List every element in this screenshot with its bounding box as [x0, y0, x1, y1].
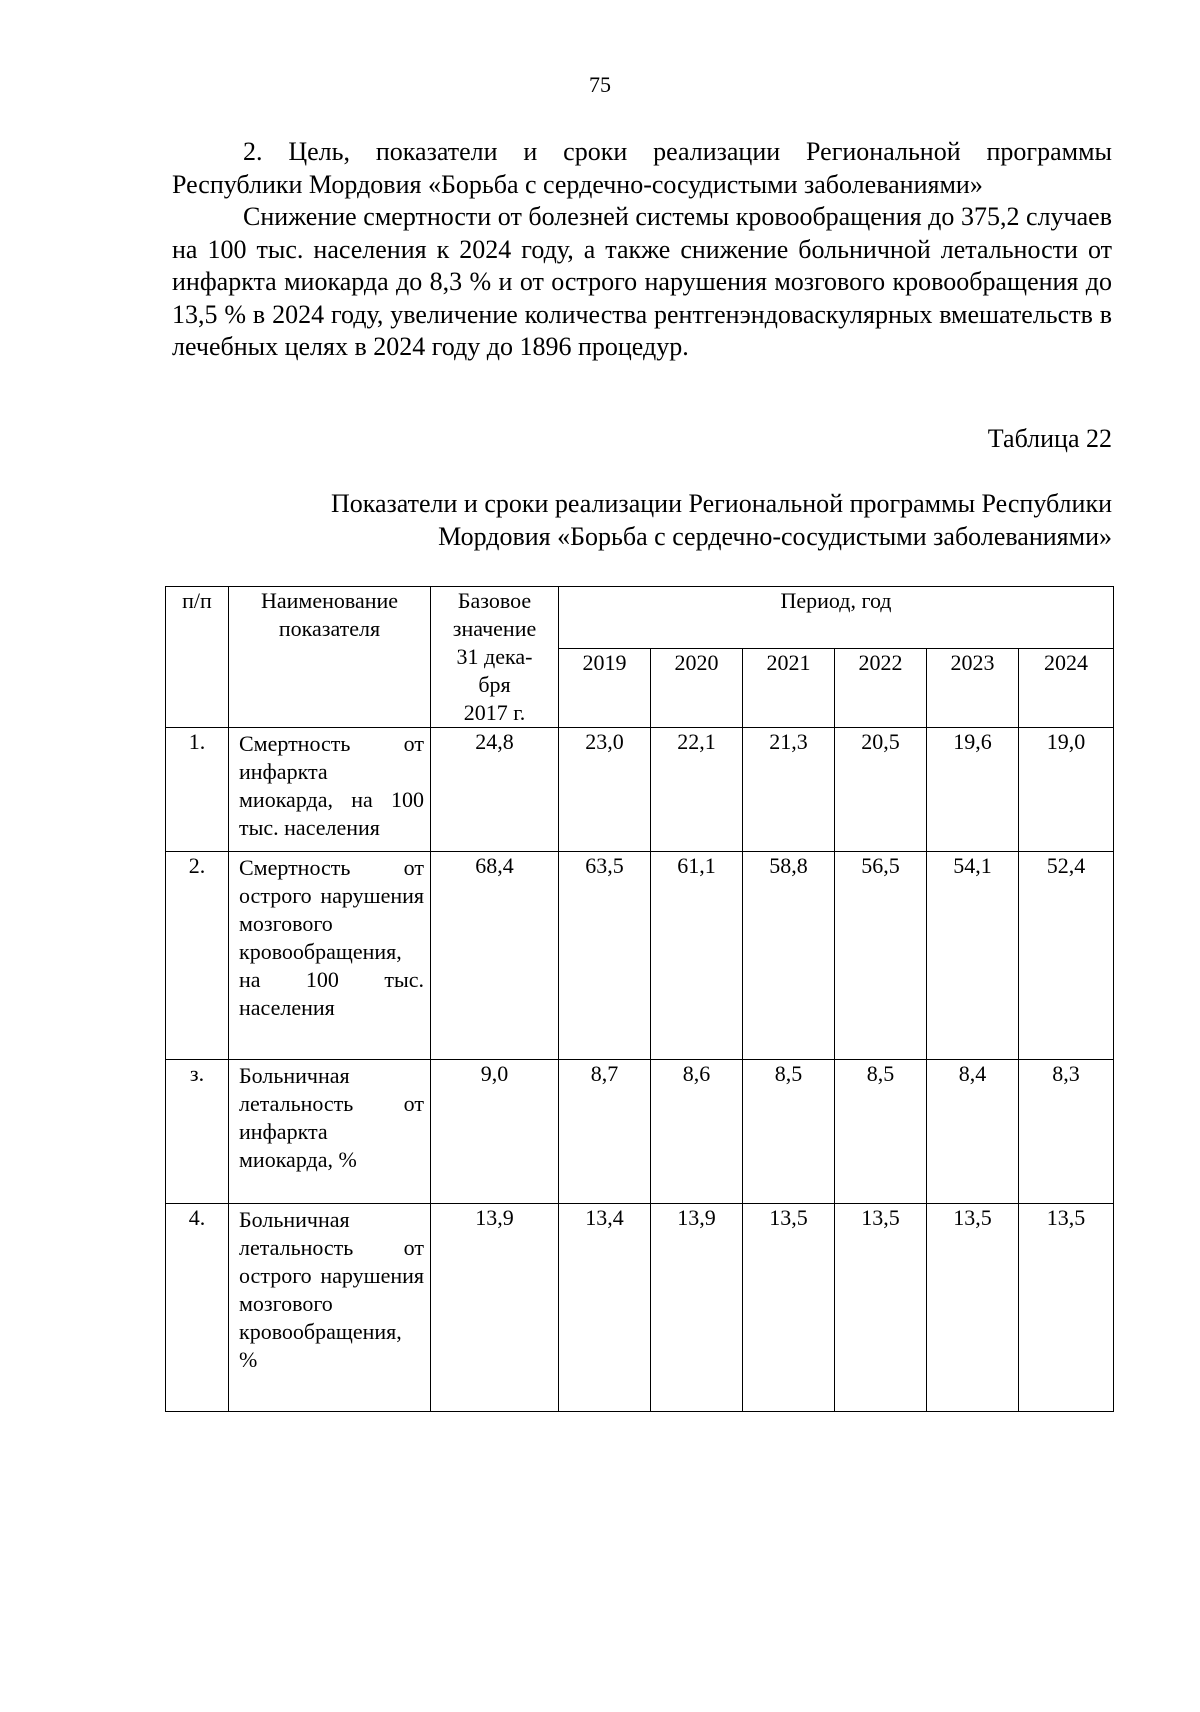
table-row [166, 1204, 1114, 1412]
row-value: 8,3 [1019, 1060, 1114, 1204]
row-value: 19,6 [927, 728, 1019, 852]
row-num: 2. [166, 852, 229, 1060]
header-year: 2024 [1019, 649, 1114, 728]
row-value: 8,5 [743, 1060, 835, 1204]
header-year: 2019 [559, 649, 651, 728]
header-year: 2022 [835, 649, 927, 728]
header-year: 2023 [927, 649, 1019, 728]
row-num: 4. [166, 1204, 229, 1412]
row-value: 13,5 [835, 1204, 927, 1412]
row-value: 13,5 [743, 1204, 835, 1412]
row-name: Смертность от острого нарушения мозгового кровообращения, на 100 тыс. населения [229, 852, 431, 1060]
page-number: 75 [589, 72, 611, 97]
row-value: 22,1 [651, 728, 743, 852]
row-value: 8,6 [651, 1060, 743, 1204]
row-name: Больничная летальность от инфаркта миокарда, % [229, 1060, 431, 1204]
row-value: 8,5 [835, 1060, 927, 1204]
indicators-table [165, 586, 1114, 1412]
row-value: 63,5 [559, 852, 651, 1060]
row-base-value: 24,8 [431, 728, 559, 852]
header-base-line-3: 31 дека- [456, 644, 533, 669]
section-heading: 2. Цель, показатели и сроки реализации Региональной программы Республики Мордовия «Борьба с сердечно-сосудистыми заболеваниями» [172, 137, 1112, 199]
table-row [166, 852, 1114, 1060]
header-base-line-4: бря [478, 672, 511, 697]
header-base-line-2: значение [452, 616, 537, 641]
row-value: 13,9 [651, 1204, 743, 1412]
section-body: Снижение смертности от болезней системы кровообращения до 375,2 случаев на 100 тыс. населения к 2024 году, а также снижение больничной летальности от инфаркта миокарда до 8,3 % и от острого нарушения мозгового кровообращения до 13,5 % в 2024 году, увеличение количества рентгенэндоваскулярных вмешательств в лечебных целях в 2024 году до 1896 процедур. [172, 202, 1112, 361]
header-num: п/п [166, 587, 229, 728]
row-base-value: 9,0 [431, 1060, 559, 1204]
row-value: 54,1 [927, 852, 1019, 1060]
row-value: 8,4 [927, 1060, 1019, 1204]
table-title [172, 488, 1112, 553]
row-name: Больничная летальность от острого нарушения мозгового кровообращения, % [229, 1204, 431, 1412]
table-row [166, 1060, 1114, 1204]
row-num: 1. [166, 728, 229, 852]
row-value: 21,3 [743, 728, 835, 852]
row-value: 52,4 [1019, 852, 1114, 1060]
row-value: 58,8 [743, 852, 835, 1060]
row-num: з. [166, 1060, 229, 1204]
row-value: 56,5 [835, 852, 927, 1060]
header-year: 2020 [651, 649, 743, 728]
header-year: 2021 [743, 649, 835, 728]
row-base-value: 68,4 [431, 852, 559, 1060]
header-period: Период, год [559, 587, 1114, 649]
table-title-line-2: Мордовия «Борьба с сердечно-сосудистыми заболеваниями» [438, 521, 1112, 551]
row-value: 23,0 [559, 728, 651, 852]
header-base-value [431, 587, 559, 728]
row-value: 8,7 [559, 1060, 651, 1204]
row-value: 61,1 [651, 852, 743, 1060]
row-base-value: 13,9 [431, 1204, 559, 1412]
row-value: 13,5 [927, 1204, 1019, 1412]
section-text [172, 136, 1112, 364]
header-base-line-5: 2017 г. [463, 700, 526, 725]
header-base-line-1: Базовое [457, 588, 532, 613]
table-header-row [166, 587, 1114, 649]
row-value: 20,5 [835, 728, 927, 852]
row-name: Смертность от инфаркта миокарда, на 100 тыс. населения [229, 728, 431, 852]
table-row [166, 728, 1114, 852]
row-value: 13,4 [559, 1204, 651, 1412]
row-value: 13,5 [1019, 1204, 1114, 1412]
table-title-line-1: Показатели и сроки реализации Региональной программы Республики [330, 489, 1112, 518]
row-value: 19,0 [1019, 728, 1114, 852]
header-name: Наименование показателя [229, 587, 431, 728]
table-label: Таблица 22 [987, 424, 1112, 453]
